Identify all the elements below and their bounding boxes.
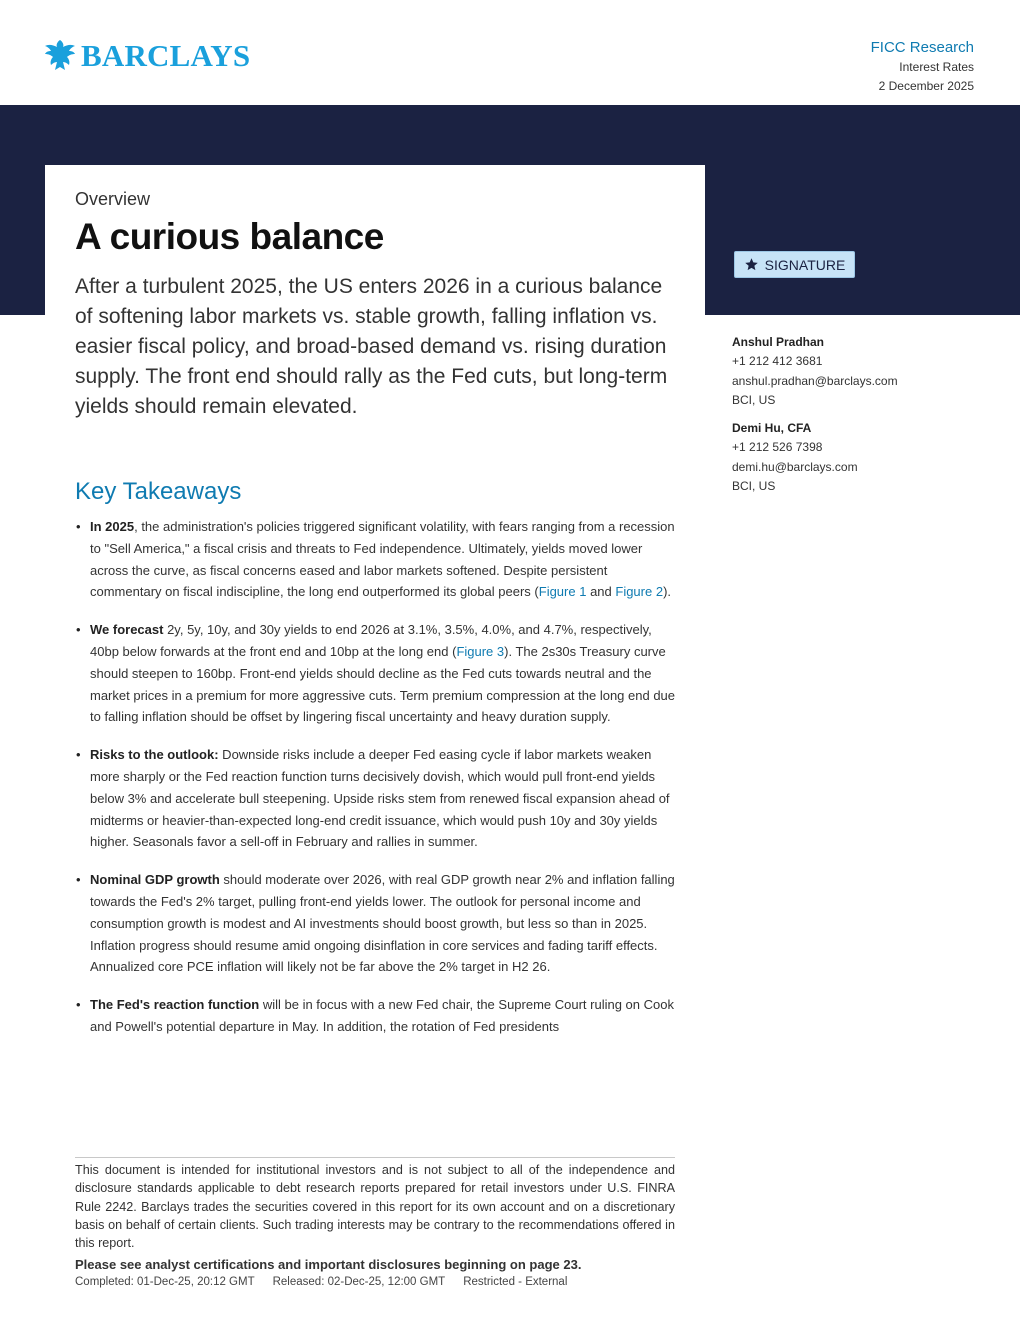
author-card [732,333,992,410]
item-lead: We forecast [90,622,164,638]
badge-label: SIGNATURE [764,256,846,273]
author-phone: +1 212 412 3681 [732,354,823,369]
brand-name: BARCLAYS [81,38,251,73]
footer-divider [75,1157,675,1158]
item-text: should moderate over 2026, with real GDP growth near 2% and inflation falling towards the Fed's 2% target, pulling front-end yields lower. The outlook for personal income and consumption growth is modest and AI investments should boost growth, but less so than in 2025. Inflation progress should resume amid ongoing disinflation in core services and fading tariff effects. Annualized core PCE inflation will likely not be far above the 2% target in H2 26. [90,872,675,975]
eagle-icon [44,39,76,73]
figure-link[interactable]: Figure 3 [456,643,505,659]
item-lead: Risks to the outlook: [90,747,219,763]
item-text: ). The 2s30s Treasury curve should steepen to 160bp. Front-end yields should decline as the Fed cuts towards neutral and the market prices in a premium for more aggressive cuts. Term premium compression at the long end due to falling inflation should be offset by lingering fiscal uncertainty and heavy duration supply. [90,643,676,725]
author-phone: +1 212 526 7398 [732,440,823,455]
overview-kicker: Overview [75,189,151,209]
item-text: Downside risks include a deeper Fed easing cycle if labor markets weaken more sharply or the Fed reaction function turns decisively dovish, which would pull front-end yields below 3% and accelerate bull steepening. Upside risks stem from renewed fiscal expansion ahead of midterms or heavier-than-expected long-end credit issuance, which would push 10y and 30y yields higher. Seasonals favor a sell-off in February and rallies in summer. [90,747,670,850]
item-text: will be in focus with a new Fed chair, the Supreme Court ruling on Cook and Powell's potential departure in May. In addition, the rotation of Fed presidents [90,997,674,1034]
item-lead: Nominal GDP growth [90,872,220,888]
page-title: A curious balance [75,216,384,257]
list-item [75,516,675,603]
star-icon [744,257,759,272]
report-date: 2 December 2025 [878,79,974,93]
barclays-logo [44,38,250,74]
author-list [732,333,992,505]
figure-link[interactable]: Figure 2 [615,584,664,600]
series-name: FICC Research [870,39,974,56]
list-item [75,869,675,978]
completed-time: Completed: 01-Dec-25, 20:12 GMT [75,1276,255,1288]
item-lead: The Fed's reaction function [90,997,260,1013]
author-name: Demi Hu, CFA [732,421,812,436]
item-text: 2y, 5y, 10y, and 30y yields to end 2026 at 3.1%, 3.5%, 4.0%, and 4.7%, respectively, 40bp below forwards at the front end and 10bp at the long end ( [90,622,652,659]
author-name: Anshul Pradhan [732,335,825,349]
section-name: Interest Rates [899,60,974,74]
item-text: and [586,584,616,600]
author-entity: BCI, US [732,479,776,494]
figure-link[interactable]: Figure 1 [538,584,587,600]
item-text: , the administration's policies triggered significant volatility, with fears ranging from a recession to "Sell America," a fiscal crisis and threats to Fed independence. Ultimately, yields moved lower across the curve, as fiscal concerns eased and labor markets softened. Despite persistent commentary on fiscal indiscipline, the long end outperformed its global peers ( [90,519,675,600]
list-item [75,619,675,728]
author-email[interactable]: demi.hu@barclays.com [732,459,858,474]
key-takeaways-heading: Key Takeaways [75,478,242,505]
list-item [75,994,675,1038]
author-card [732,419,992,496]
restriction-label: Restricted - External [463,1276,568,1288]
takeaways-list [75,516,675,1054]
disclaimer-text: This document is intended for institutional investors and is not subject to all of the independence and disclosure standards applicable to debt research reports prepared for retail investors under U.S. FINRA Rule 2242. Barclays trades the securities covered in this report for its own account and on a discretionary basis on behalf of certain clients. Such trading interests may be contrary to the recommendations offered in this report. [75,1163,675,1251]
report-header-info [871,38,974,96]
author-email[interactable]: anshul.pradhan@barclays.com [732,373,898,388]
released-time: Released: 02-Dec-25, 12:00 GMT [272,1276,446,1288]
report-meta [75,1276,585,1288]
list-item [75,744,675,853]
author-entity: BCI, US [732,392,776,407]
item-text: ). [663,584,672,600]
page-subtitle: After a turbulent 2025, the US enters 2026 in a curious balance of softening labor markets vs. stable growth, falling inflation vs. easier fiscal policy, and broad-based demand vs. rising duration supply. The front end should rally as the Fed cuts, but long-term yields should remain elevated. [75,275,668,418]
item-lead: In 2025 [90,519,135,534]
disclosures-notice: Please see analyst certifications and important disclosures beginning on page 23. [75,1257,582,1272]
signature-badge [734,251,855,278]
